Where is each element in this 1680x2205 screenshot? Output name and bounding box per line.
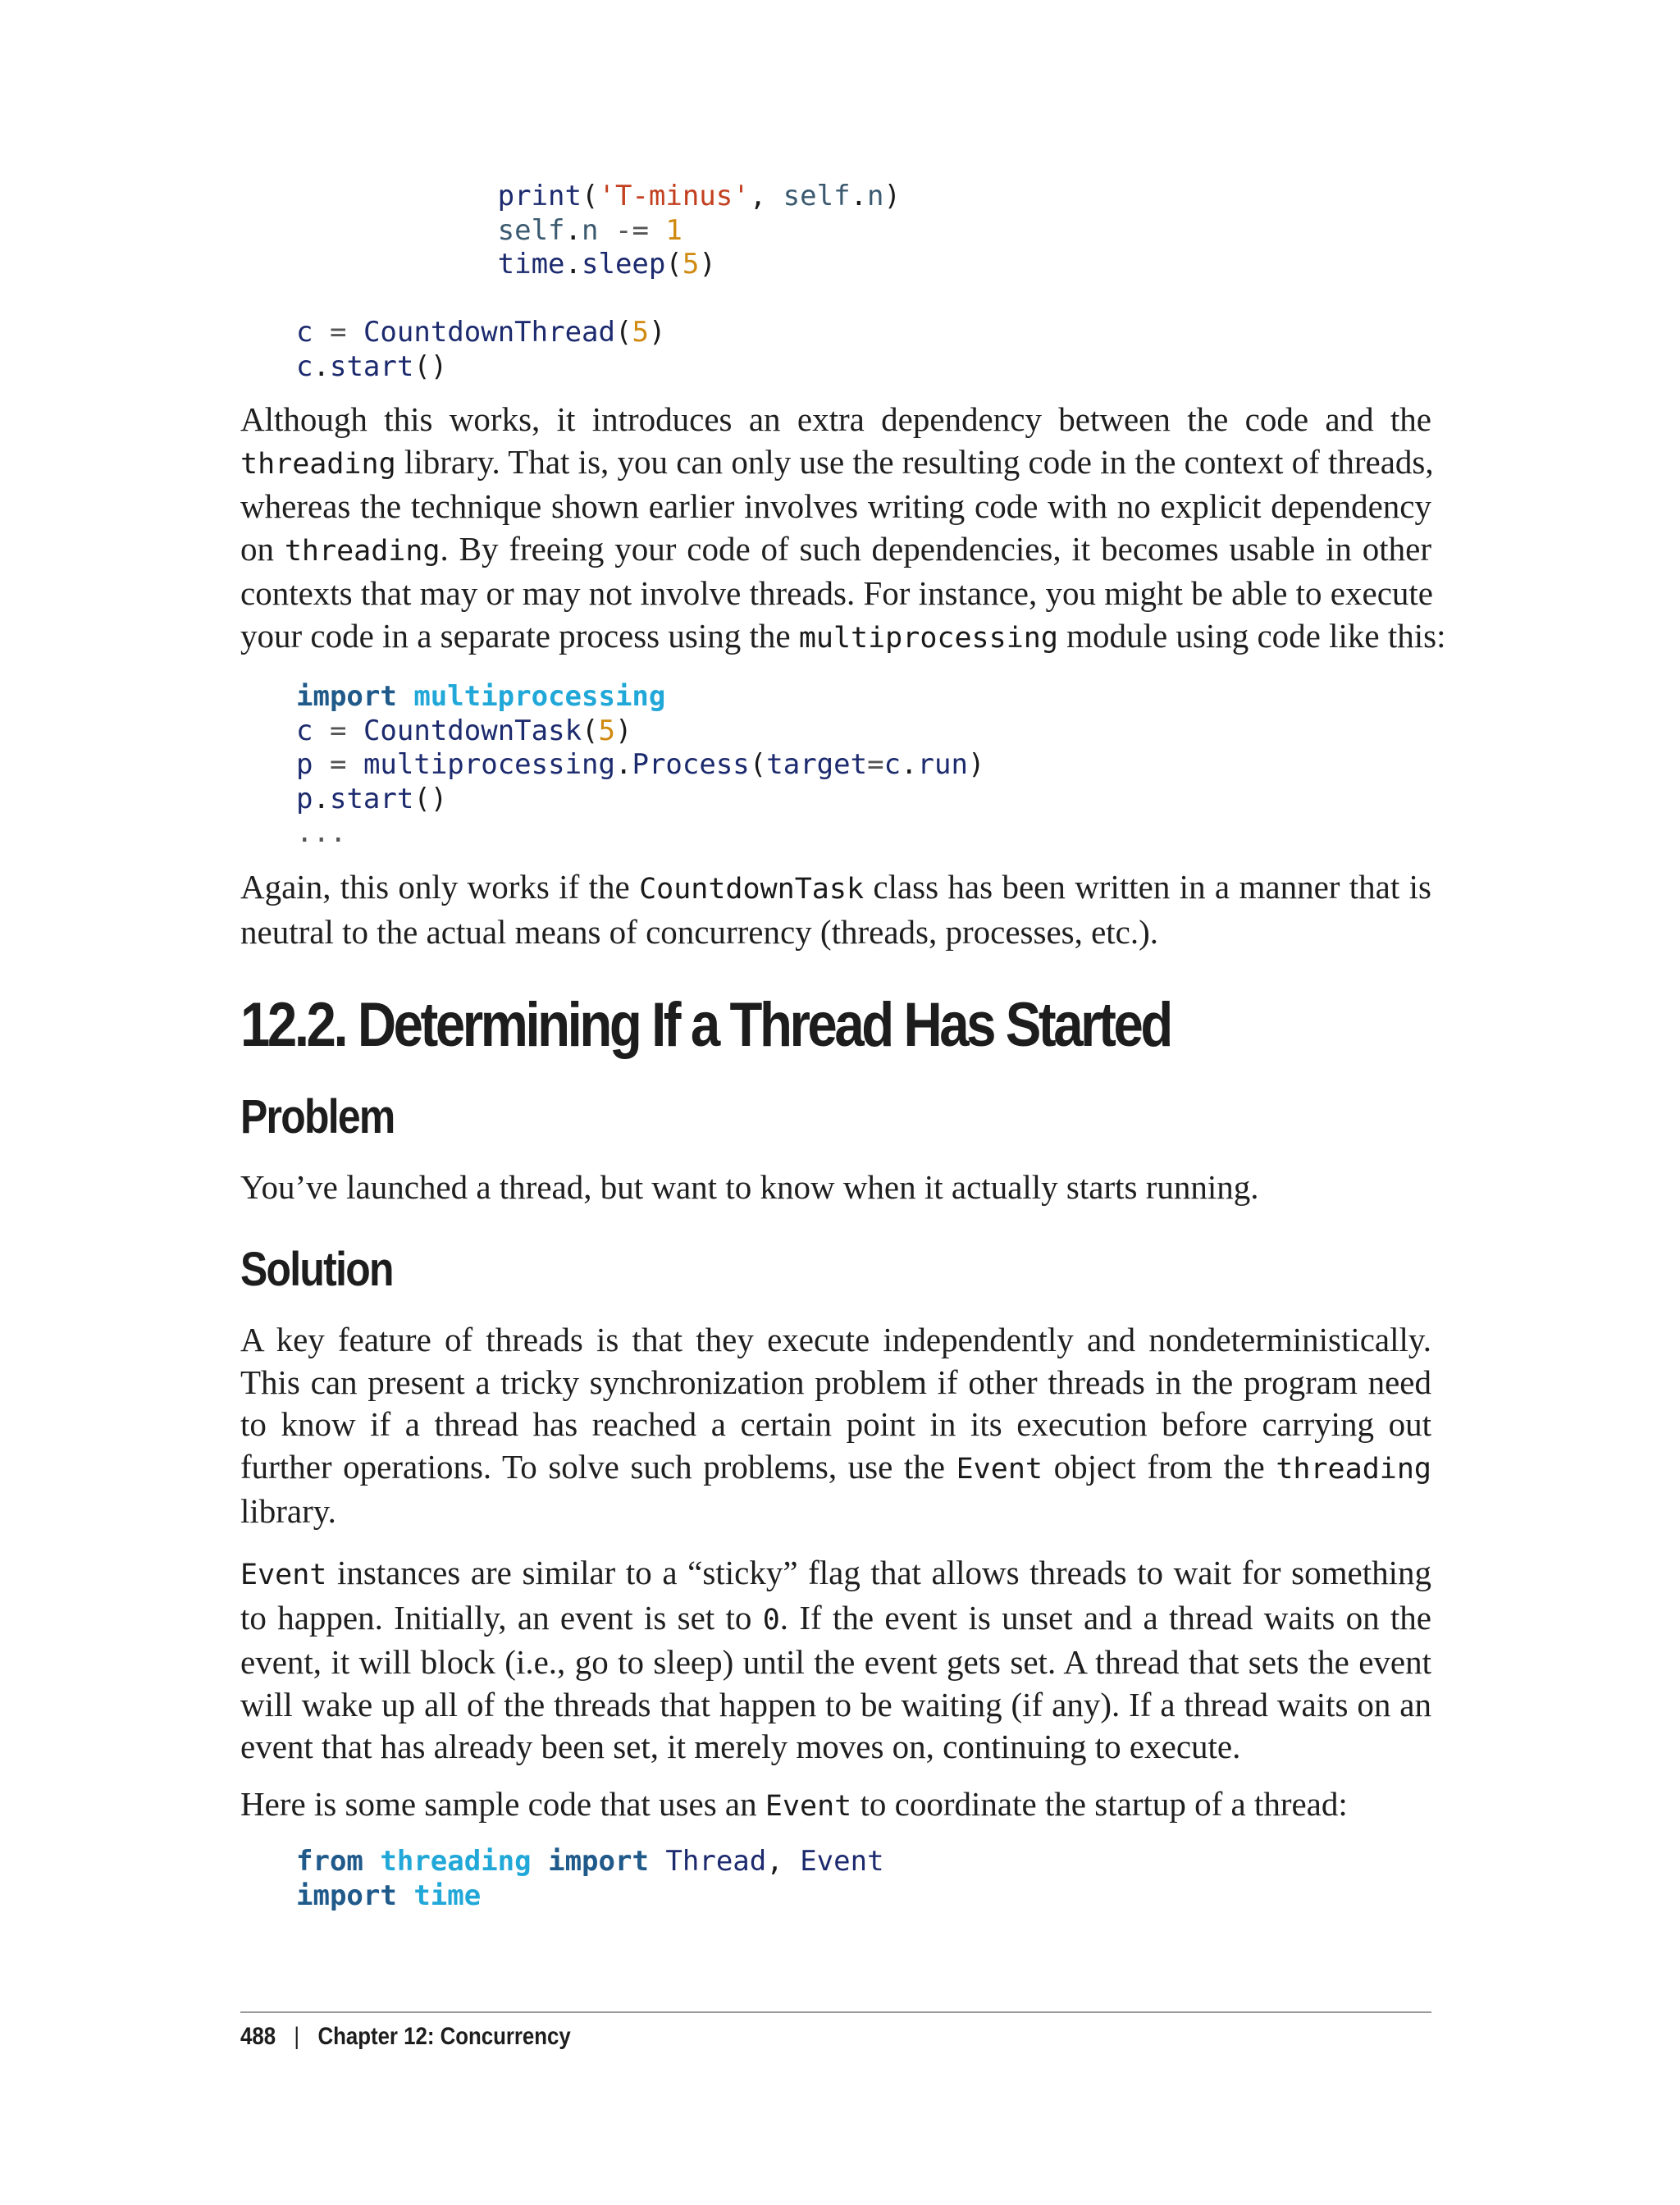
code-token: p [296,782,313,815]
code-token: = [329,714,347,747]
text-line: library. [240,1492,336,1531]
code-line [296,1879,884,1914]
text-line: on threading. By freeing your code of such dependencies, it becomes usable in other [240,529,1431,568]
code-block-countdown-start [296,316,665,384]
code-token: time [413,1879,482,1912]
code-token: threading [380,1845,532,1878]
problem-heading: Problem [240,1090,395,1144]
text-line: contexts that may or may not involve threads. For instance, you might be able to execute [240,574,1433,613]
section-heading: 12.2. Determining If a Thread Has Started [240,990,1171,1060]
code-line: c = CountdownTask(5) [296,714,632,747]
code-line: time.sleep(5) [497,248,716,281]
text-line: Here is some sample code that uses an Event to coordinate the startup of a thread: [240,1785,1348,1823]
code-token: CountdownTask [363,714,582,747]
problem-text-line: You’ve launched a thread, but want to know when it actually starts running. [240,1168,1259,1206]
text-line: to know if a thread has reached a certain point in its execution before carrying out [240,1405,1431,1444]
code-token: import [296,680,397,713]
code-line: print('T-minus', self.n) [497,180,902,212]
code-token: target [766,748,868,782]
code-token: import [296,1879,397,1912]
inline-code: threading [240,447,396,481]
code-token: ... [296,816,347,850]
code-token: self [783,180,851,212]
text-line: A key feature of threads is that they execute independently and nondeterministically. [240,1321,1431,1358]
code-token: c [883,748,902,782]
code-token: = [329,748,347,782]
code-token: = [867,748,884,782]
code-token: start [329,349,414,383]
chapter-title: Chapter 12: Concurrency [317,2023,571,2050]
code-token: start [329,782,414,815]
code-token: n [867,180,884,212]
code-line: p = multiprocessing.Process(target=c.run) [296,748,985,782]
code-line: from threading import Thread, Event [296,1845,884,1878]
code-block-multiprocessing [296,680,984,851]
code-token: Event [800,1845,884,1878]
text-line: further operations. To solve such problems, use the Event object from the threading [240,1447,1431,1486]
code-block-countdown-loop [296,180,901,282]
text-line: This can present a tricky synchronization problem if other threads in the program need [240,1363,1431,1401]
code-token: multiprocessing [413,680,666,713]
text-line: threading library. That is, you can only use the resulting code in the context of threads, [240,442,1434,481]
paragraph-sample-code-intro [240,1783,1431,1828]
code-token: c [296,349,313,383]
code-token: run [917,748,968,782]
code-token: n [582,213,599,247]
code-token: import [548,1845,649,1878]
paragraph-threading-dependency [240,399,1446,660]
code-token: c [296,714,313,747]
code-token: Thread [665,1845,767,1878]
code-token: = [329,316,347,349]
code-token: 'T-minus' [598,180,750,212]
code-line: self.n -= 1 [497,213,682,247]
text-line: neutral to the actual means of concurrency (threads, processes, etc.). [240,912,1159,951]
inline-code: threading [284,534,441,568]
inline-code: CountdownTask [639,873,865,906]
inline-code: Event [765,1790,852,1823]
text-line: your code in a separate process using the multiprocessing module using code like this: [240,616,1446,655]
code-token: 5 [632,316,649,349]
paragraph-countdowntask-neutral [240,866,1431,953]
code-token: Process [632,748,750,782]
code-token: multiprocessing [363,748,615,782]
code-token: from [296,1845,363,1878]
footer-separator: | [294,2023,300,2050]
inline-code: Event [240,1559,327,1591]
code-line [296,816,984,851]
problem-text [240,1166,1431,1209]
code-token: print [497,180,582,212]
page-number: 488 [240,2023,276,2050]
text-line: Again, this only works if the CountdownTask class has been written in a manner that is [240,868,1431,906]
code-token: p [296,748,313,782]
solution-heading: Solution [240,1243,393,1296]
code-token: sleep [582,248,666,281]
code-token: -= [614,213,649,247]
text-line: event that has already been set, it merely moves on, continuing to execute. [240,1728,1241,1766]
code-token: 5 [682,248,700,281]
code-line [296,680,984,714]
text-line: Although this works, it introduces an extra dependency between the code and the [240,400,1431,438]
code-token: c [296,316,313,349]
code-token: 5 [598,714,616,747]
code-block-event-imports [296,1845,884,1913]
inline-code: Event [956,1452,1043,1486]
paragraph-event-solution [240,1319,1431,1533]
text-line: will wake up all of the threads that happen to be waiting (if any). If a thread waits on an [240,1685,1431,1723]
inline-code: threading [1276,1452,1431,1486]
text-line: event, it will block (i.e., go to sleep) until the event gets set. A thread that sets the event [240,1643,1431,1682]
code-line: c.start() [296,349,448,383]
code-token: time [497,248,565,281]
code-line: c = CountdownThread(5) [296,316,666,349]
code-token: CountdownThread [363,316,615,349]
text-line: to happen. Initially, an event is set to 0. If the event is unset and a thread waits on the [240,1598,1432,1637]
code-token: 1 [665,213,682,247]
code-line: p.start() [296,782,448,815]
text-line: Event instances are similar to a “sticky” flag that allows threads to wait for something [240,1554,1431,1591]
inline-code: 0 [762,1603,780,1637]
text-line: whereas the technique shown earlier involves writing code with no explicit dependency [240,487,1431,526]
page-footer [240,2023,571,2051]
inline-code: multiprocessing [798,621,1058,655]
code-token: self [497,213,565,247]
paragraph-event-description [240,1552,1431,1769]
footer-divider [240,2011,1431,2013]
